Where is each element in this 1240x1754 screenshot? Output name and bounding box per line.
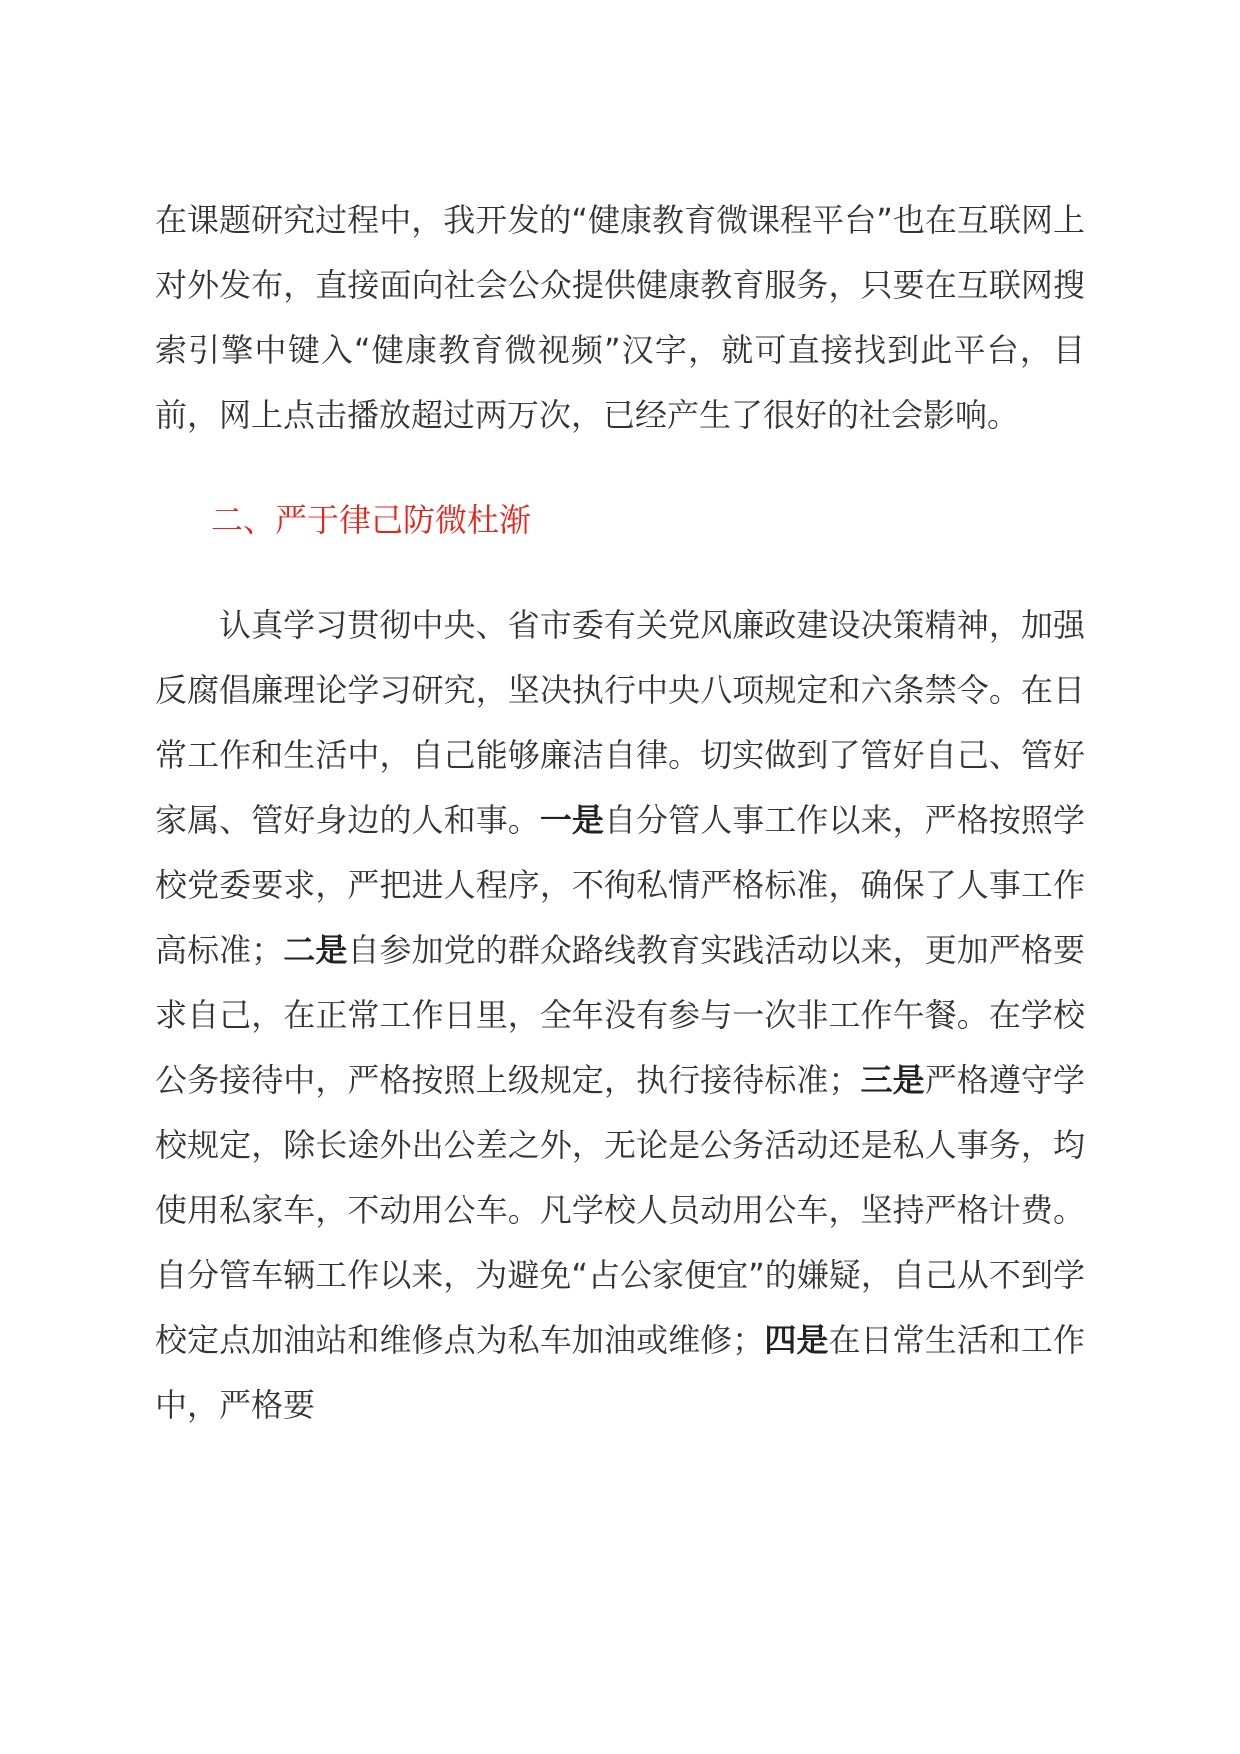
lead-marker-4: 四是	[764, 1321, 829, 1359]
paragraph-text: 严格遵守学校规定，除长途外出公差之外，无论是公务活动还是私人事务，均使用私家车，不动用公车。凡学校人员动用公车，坚持严格计费。自分管车辆工作以来，为避免“占公家便宜”的嫌疑，自己从不到学校定点加油站和维修点为私车加油或维修；	[155, 1061, 1085, 1359]
paragraph-platform: 在课题研究过程中，我开发的“健康教育微课程平台”也在互联网上对外发布，直接面向社会公众提供健康教育服务，只要在互联网搜索引擎中键入“健康教育微视频”汉字，就可直接找到此平台，目前，网上点击播放超过两万次，已经产生了很好的社会影响。	[155, 201, 1085, 434]
document-page	[155, 188, 1085, 1438]
section-heading: 二、严于律己防微杜渐	[211, 501, 532, 539]
lead-marker-2: 二是	[283, 931, 348, 969]
lead-marker-3: 三是	[860, 1061, 925, 1099]
paragraph-text: 认真学习贯彻中央、省市委有关党风廉政建设决策精神，加强反腐倡廉理论学习研究，坚决执行中央八项规定和六条禁令。在日常工作和生活中，自己能够廉洁自律。切实做到了管好自己、管好家属、管好身边的人和事。	[155, 606, 1085, 839]
paragraph-text: 自分管人事工作以来，严格按照学校党委要求，严把进人程序，不徇私情严格标准，确保了人事工作高标准；	[155, 801, 1085, 969]
paragraph-self-discipline	[155, 593, 1085, 1438]
lead-marker-1: 一是	[539, 801, 604, 839]
paragraph-text: 在日常生活和工作中，严格要	[155, 1321, 1085, 1424]
paragraph-text: 自参加党的群众路线教育实践活动以来，更加严格要求自己，在正常工作日里，全年没有参与一次非工作午餐。在学校公务接待中，严格按照上级规定，执行接待标准；	[155, 931, 1085, 1099]
